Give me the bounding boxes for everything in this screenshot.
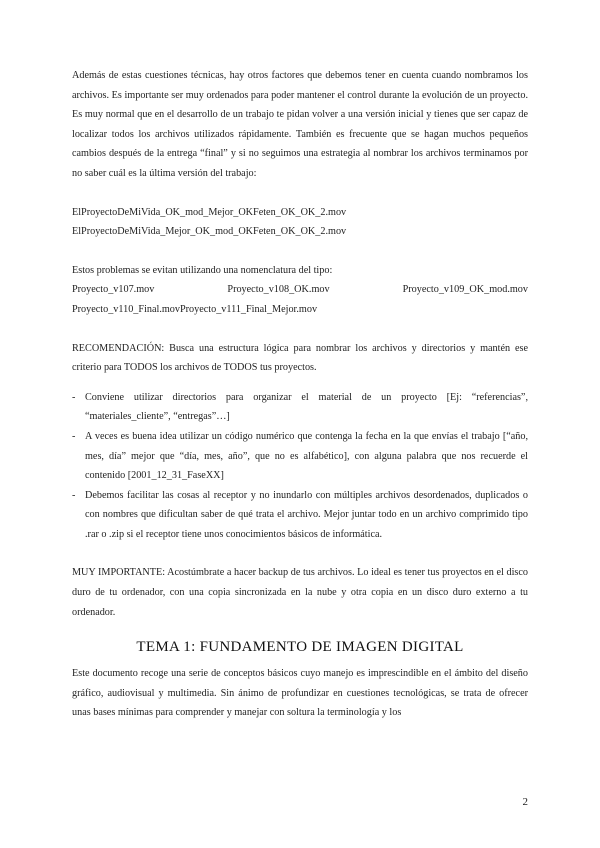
nomenclature-intro: Estos problemas se evitan utilizando una nomenclatura del tipo: [72, 264, 333, 276]
bad-filename-2: ElProyectoDeMiVida_Mejor_OK_mod_OKFeten_OK_OK_2.mov [72, 226, 347, 238]
bad-filename-1: ElProyectoDeMiVida_OK_mod_Mejor_OKFeten_OK_OK_2.mov [72, 206, 347, 218]
list-item: - Conviene utilizar directorios para organizar el material de un proyecto [Ej: “referencias”, “materiales_cliente”, “entregas”…] [72, 388, 528, 427]
good-filename-v109: Proyecto_v109_OK_mod.mov [402, 284, 528, 296]
section-title: TEMA 1: FUNDAMENTO DE IMAGEN DIGITAL [136, 639, 464, 656]
good-filename-v108: Proyecto_v108_OK.mov [227, 284, 330, 296]
important-paragraph: MUY IMPORTANTE: Acostúmbrate a hacer backup de tus archivos. Lo ideal es tener tus proyectos en el disco duro de tu ordenador, con una copia sincronizada en la nube y otra copia en un disco duro externo a tu ordenador. [72, 567, 528, 618]
page-number: 2 [522, 796, 528, 808]
good-filenames-row-1 [72, 280, 528, 300]
bad-filenames-block [72, 203, 528, 242]
list-item: - Debemos facilitar las cosas al receptor y no inundarlo con múltiples archivos desordenados, duplicados o con nombres que dificultan saber de qué trata el archivo. Mejor juntar todo en un archivo comprimido tipo .rar o .zip si el receptor tiene unos conocimientos básicos de informática. [72, 486, 528, 545]
nomenclature-block [72, 261, 528, 320]
paragraph-intro: Además de estas cuestiones técnicas, hay otros factores que debemos tener en cuenta cuando nombramos los archivos. Es importante ser muy ordenados para poder mantener el control durante la evolución de un proyecto. Es muy normal que en el desarrollo de un trabajo te pidan volver a una versión inicial y tienes que ser capaz de localizar todos los archivos utilizados rápidamente. También es frecuente que se hagan muchos pequeños cambios después de la entrega “final” y si no seguimos una estrategia al nombrar los archivos terminamos por no saber cuál es la última versión del trabajo: [72, 70, 528, 179]
good-filename-v111: Proyecto_v111_Final_Mejor.mov [180, 303, 318, 315]
section-intro-paragraph: Este documento recoge una serie de conceptos básicos cuyo manejo es imprescindible en el ámbito del diseño gráfico, audiovisual y multimedia. Sin ánimo de profundizar en cuestiones tecnológicas, se trata de ofrecer unas bases mínimas para comprender y manejar con soltura la terminología y los [72, 668, 528, 719]
good-filename-v107: Proyecto_v107.mov [72, 284, 155, 296]
list-item: - A veces es buena idea utilizar un código numérico que contenga la fecha en la que envías el trabajo [“año, mes, día” mejor que “día, mes, año”, que no es alfabético], con alguna palabra que nos recuerde el contenido [2001_12_31_FaseXX] [72, 427, 528, 486]
good-filenames-row-2 [72, 300, 528, 320]
good-filename-v110: Proyecto_v110_Final.mov [72, 303, 180, 315]
tips-list [72, 388, 528, 545]
page-content [72, 66, 528, 723]
recommendation-paragraph: RECOMENDACIÓN: Busca una estructura lógica para nombrar los archivos y directorios y mantén ese criterio para TODOS los archivos de TODOS tus proyectos. [72, 342, 528, 374]
